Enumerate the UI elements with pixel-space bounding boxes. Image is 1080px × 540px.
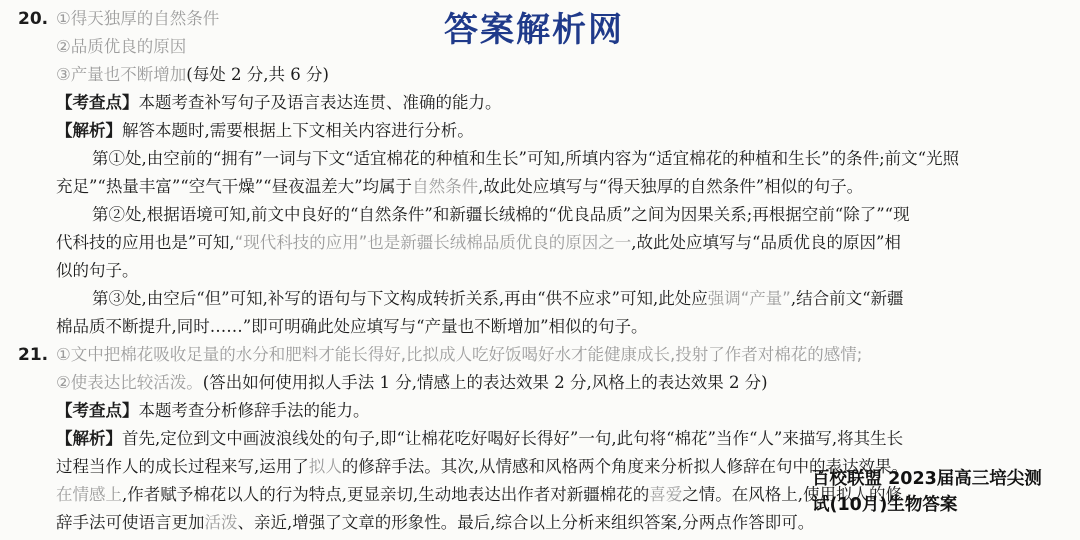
q21-jiexi-line4b: 活泼	[204, 513, 238, 532]
q21-answer-2b: (答出如何使用拟人手法 1 分,情感上的表达效果 2 分,风格上的表达效果 2 分)	[202, 373, 768, 392]
q20-p2-line2	[56, 232, 1066, 254]
q20-answer-1	[56, 8, 1066, 30]
q20-answer-3	[56, 64, 1066, 86]
q20-kaochadian-text: 本题考查补写句子及语言表达连贯、准确的能力。	[138, 93, 502, 112]
q20-jiexi	[56, 120, 1066, 142]
q21-answer-1	[56, 344, 1066, 366]
q20-p3-line1c: ,结合前文“新疆	[790, 289, 904, 308]
q21-jiexi-line3b: ,作者赋予棉花以人的行为特点,更显亲切,生动地表达出作者对新疆棉花的	[122, 485, 650, 504]
q20-p2-line2a: 代科技的应用也是”可知,	[56, 233, 235, 252]
q21-jiexi-line1	[56, 428, 1066, 450]
q21-kaochadian-text: 本题考查分析修辞手法的能力。	[138, 401, 370, 420]
exam-source-stamp	[812, 466, 1080, 518]
q20-answer-2	[56, 36, 1066, 58]
q21-answer-2	[56, 372, 1066, 394]
q20-p1-line2a: 充足”“热量丰富”“空气干燥”“昼夜温差大”均属于	[56, 177, 413, 196]
q20-answer-1-text: ①得天独厚的自然条件	[56, 9, 220, 28]
q20-p2-line2b: “现代科技的应用”也是新疆长绒棉品质优良的原因之一	[234, 233, 632, 252]
q20-p1-line2	[56, 176, 1066, 198]
q21-answer-2a: ②使表达比较活泼。	[56, 373, 203, 392]
q21-jiexi-line1-text: 首先,定位到文中画波浪线处的句子,即“让棉花吃好喝好长得好”一句,此句将“棉花”当作“人”来描写,将其生长	[122, 429, 904, 448]
q21-jiexi-line3d: 之情。在风格上,使用拟人的修	[682, 485, 902, 504]
q21-jiexi-line4c: 、亲近,增强了文章的形象性。最后,综合以上分析来组织答案,分两点作答即可。	[237, 513, 815, 532]
q21-jiexi-tag: 【解析】	[56, 429, 122, 448]
q20-p1-line2b: 自然条件	[412, 177, 479, 196]
q20-p3-line1a: 第③处,由空后“但”可知,补写的语句与下文构成转折关系,再由“供不应求”可知,此处应	[92, 289, 708, 308]
q21-jiexi-line2c: 的修辞手法。其次,从情感和风格两个角度来分析拟人修辞在句中的表达效果。	[341, 457, 908, 476]
stamp-line-1: 百校联盟 2023届高三培尖测	[812, 469, 1042, 489]
q21-jiexi-line2b: 拟人	[308, 457, 342, 476]
q21-kaochadian	[56, 400, 1066, 422]
q20-p1-line2c: ,故此处应填写与“得天独厚的自然条件”相似的句子。	[478, 177, 864, 196]
q20-answer-2-text: ②品质优良的原因	[56, 37, 187, 56]
q21-jiexi-line3a: 在情感上	[56, 485, 122, 504]
question-20-number: 20.	[18, 9, 49, 29]
q21-jiexi-line2a: 过程当作人的成长过程来写,运用了	[56, 457, 309, 476]
q21-answer-1-text: ①文中把棉花吸收足量的水分和肥料才能长得好,比拟成人吃好饭喝好水才能健康成长,投射了作者对棉花的感情;	[56, 345, 863, 364]
q20-kaochadian	[56, 92, 1066, 114]
q20-p3-line1	[92, 288, 1066, 310]
q20-kaochadian-tag: 【考查点】	[56, 93, 139, 112]
q20-jiexi-text: 解答本题时,需要根据上下文相关内容进行分析。	[122, 121, 474, 140]
q20-answer-3-text: ③产量也不断增加	[56, 65, 187, 84]
q21-jiexi-line4a: 辞手法可使语言更加	[56, 513, 205, 532]
q20-jiexi-tag: 【解析】	[56, 121, 122, 140]
q21-kaochadian-tag: 【考查点】	[56, 401, 139, 420]
q20-p3-line2: 棉品质不断提升,同时……”即可明确此处应填写与“产量也不断增加”相似的句子。	[56, 317, 648, 336]
q20-p2-line3: 似的句子。	[56, 261, 139, 280]
q20-p2-line2c: ,故此处应填写与“品质优良的原因”相	[631, 233, 901, 252]
q21-jiexi-line3c: 喜爱	[649, 485, 683, 504]
q20-p3-line1b: 强调“产量”	[707, 289, 791, 308]
q20-p1-line1: 第①处,由空前的“拥有”一词与下文“适宜棉花的种植和生长”可知,所填内容为“适宜棉花的种植和生长”的条件;前文“光照	[92, 149, 960, 168]
stamp-line-2: 试(10月)生物答案	[812, 495, 958, 515]
q20-scoring: (每处 2 分,共 6 分)	[186, 65, 329, 84]
q20-p2-line1: 第②处,根据语境可知,前文中良好的“自然条件”和新疆长绒棉的“优良品质”之间为因果关系;再根据空前“除了”“现	[92, 205, 910, 224]
question-21-number: 21.	[18, 345, 49, 365]
watermark-title: 答案解析网	[444, 10, 624, 50]
